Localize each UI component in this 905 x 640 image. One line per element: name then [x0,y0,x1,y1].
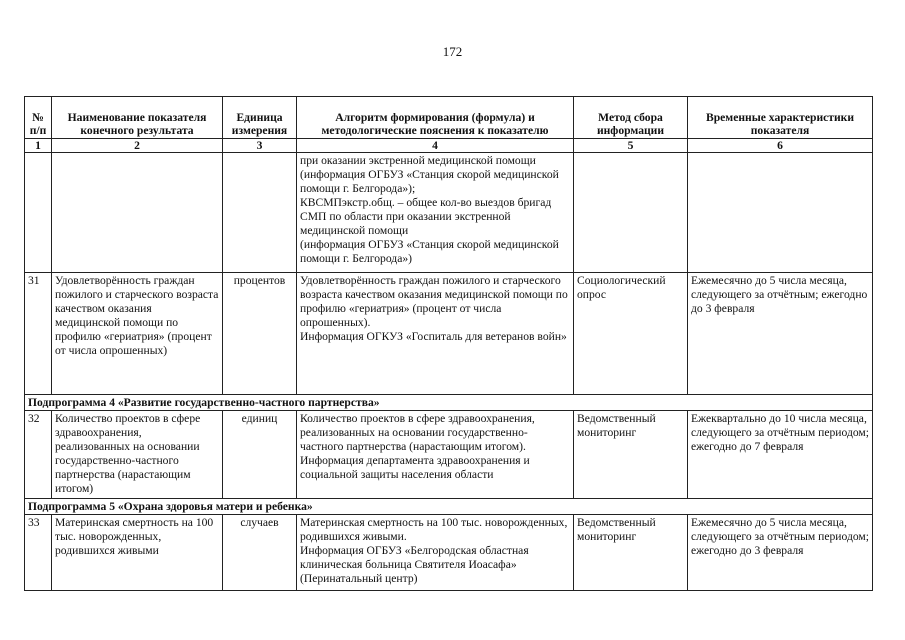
row-algorithm: Удовлетворённость граждан пожилого и старческого возраста качеством оказания медицинской помощи по профилю «гериатрия» (процент от числа опрошенных). Информация ОГКУЗ «Госпиталь для ветеранов войн» [297,273,574,395]
row-num: 31 [25,273,52,395]
row-num: 33 [25,515,52,591]
row-timing: Ежемесячно до 5 числа месяца, следующего за отчётным периодом; ежегодно до 3 февраля [688,515,873,591]
column-number: 5 [574,139,688,153]
continuation-algorithm: при оказании экстренной медицинской помощи (информация ОГБУЗ «Станция скорой медицинской помощи г. Белгорода»); КВСМПэкстр.общ. – общее кол-во выездов бригад СМП по области при оказании экстренной медицинской помощи (информация ОГБУЗ «Станция скорой медицинской помощи г. Белгорода») [297,153,574,273]
row-name: Материнская смертность на 100 тыс. новорожденных, родившихся живыми [52,515,223,591]
section-row [25,395,873,411]
row-unit: случаев [223,515,297,591]
row-algorithm: Материнская смертность на 100 тыс. новорожденных, родившихся живыми. Информация ОГБУЗ «Белгородская областная клиническая больница Святителя Иоасафа» (Перинатальный центр) [297,515,574,591]
header-row [25,97,873,139]
header-unit: Единица измерения [223,97,297,139]
header-name: Наименование показателя конечного результата [52,97,223,139]
header-algorithm: Алгоритм формирования (формула) и методологические пояснения к показателю [297,97,574,139]
row-timing: Ежемесячно до 5 числа месяца, следующего за отчётным; ежегодно до 3 февраля [688,273,873,395]
section-title: Подпрограмма 4 «Развитие государственно-частного партнерства» [25,395,873,411]
row-name: Удовлетворённость граждан пожилого и старческого возраста качеством оказания медицинской помощи по профилю «гериатрия» (процент от числа опрошенных) [52,273,223,395]
column-number: 1 [25,139,52,153]
column-number: 2 [52,139,223,153]
row-unit: процентов [223,273,297,395]
page-number: 172 [442,44,463,59]
header-num: № п/п [25,97,52,139]
table-row [25,411,873,499]
row-unit: единиц [223,411,297,499]
row-timing: Ежеквартально до 10 числа месяца, следующего за отчётным периодом; ежегодно до 7 февраля [688,411,873,499]
section-row [25,499,873,515]
table-row [25,515,873,591]
row-method: Социологический опрос [574,273,688,395]
column-number-row [25,139,873,153]
column-number: 6 [688,139,873,153]
row-method: Ведомственный мониторинг [574,515,688,591]
row-num: 32 [25,411,52,499]
continuation-row [25,153,873,273]
section-title: Подпрограмма 5 «Охрана здоровья матери и ребенка» [25,499,873,515]
header-timing: Временные характеристики показателя [688,97,873,139]
indicators-table [24,96,873,591]
row-algorithm: Количество проектов в сфере здравоохранения, реализованных на основании государственно-частного партнерства (нарастающим итогом). Информация департамента здравоохранения и социальной защиты населения области [297,411,574,499]
column-number: 3 [223,139,297,153]
row-method: Ведомственный мониторинг [574,411,688,499]
header-method: Метод сбора информации [574,97,688,139]
table-row [25,273,873,395]
row-name: Количество проектов в сфере здравоохранения, реализованных на основании государственно-частного партнерства (нарастающим итогом) [52,411,223,499]
column-number: 4 [297,139,574,153]
